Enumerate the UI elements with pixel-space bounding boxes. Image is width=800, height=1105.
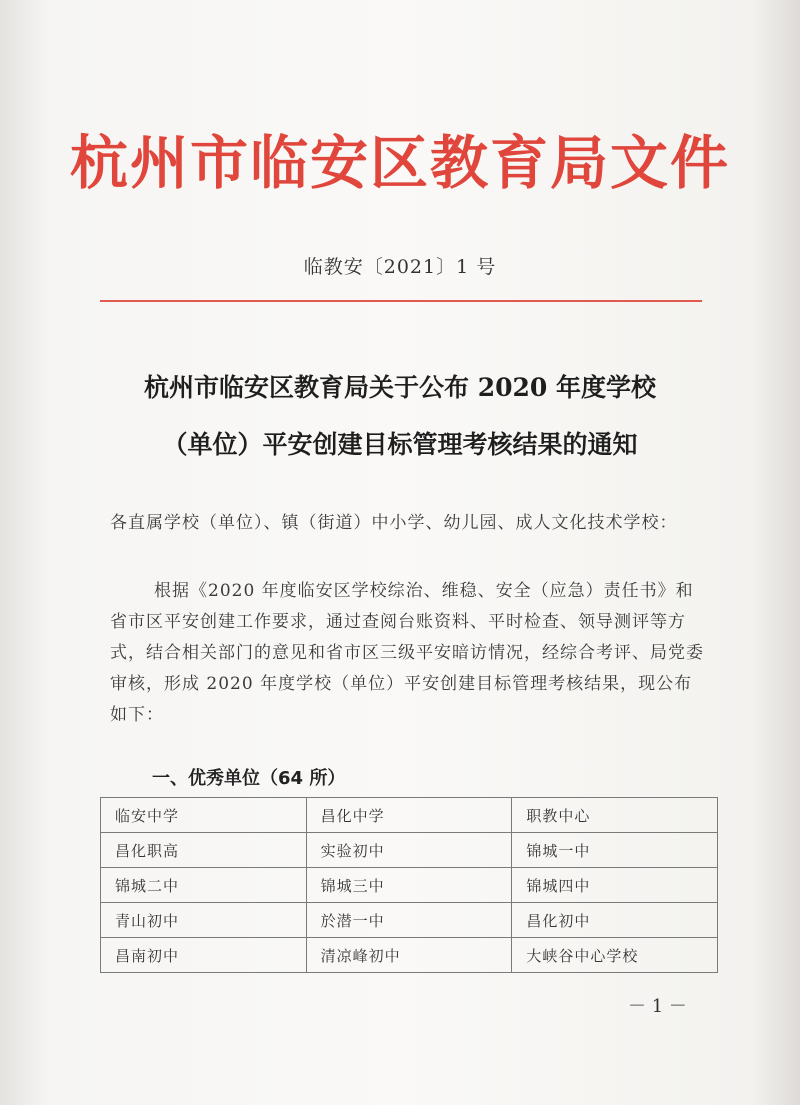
body-paragraph: 根据《2020 年度临安区学校综治、维稳、安全（应急）责任书》和省市区平安创建工作要求，通过查阅台账资料、平时检查、领导测评等方式，结合相关部门的意见和省市区三级平安暗访情况，经综合考评、局党委审核，形成 2020 年度学校（单位）平安创建目标管理考核结果，现公布如下： — [110, 581, 704, 725]
table-cell: 锦城四中 — [512, 868, 718, 903]
page-number: － 1 － — [628, 996, 687, 1017]
table-cell: 锦城二中 — [101, 868, 307, 903]
table-cell: 锦城三中 — [306, 868, 512, 903]
table-cell: 昌化职高 — [101, 833, 307, 868]
table-cell: 昌南初中 — [101, 938, 307, 973]
document-header-title: 杭州市临安区教育局文件 — [69, 129, 730, 197]
table-cell: 大峡谷中心学校 — [512, 938, 718, 973]
table-row — [101, 798, 718, 833]
notice-title-line-1: 杭州市临安区教育局关于公布 2020 年度学校 — [144, 373, 656, 402]
table-cell: 青山初中 — [101, 903, 307, 938]
notice-title-line-2: （单位）平安创建目标管理考核结果的通知 — [162, 430, 638, 459]
table-cell: 锦城一中 — [512, 833, 718, 868]
table-cell: 於潜一中 — [306, 903, 512, 938]
excellent-units-table — [100, 797, 718, 973]
red-divider — [100, 300, 702, 302]
table-cell: 临安中学 — [101, 798, 307, 833]
table-row — [101, 868, 718, 903]
table-cell: 职教中心 — [512, 798, 718, 833]
document-number: 临教安〔2021〕1 号 — [303, 256, 497, 278]
table-row — [101, 833, 718, 868]
table-cell: 昌化中学 — [306, 798, 512, 833]
table-cell: 昌化初中 — [512, 903, 718, 938]
table-row — [101, 903, 718, 938]
section-heading-excellent-units: 一、优秀单位（64 所） — [152, 768, 346, 789]
addressee: 各直属学校（单位）、镇（街道）中小学、幼儿园、成人文化技术学校： — [110, 513, 678, 533]
table-row — [101, 938, 718, 973]
table-cell: 清凉峰初中 — [306, 938, 512, 973]
table-cell: 实验初中 — [306, 833, 512, 868]
